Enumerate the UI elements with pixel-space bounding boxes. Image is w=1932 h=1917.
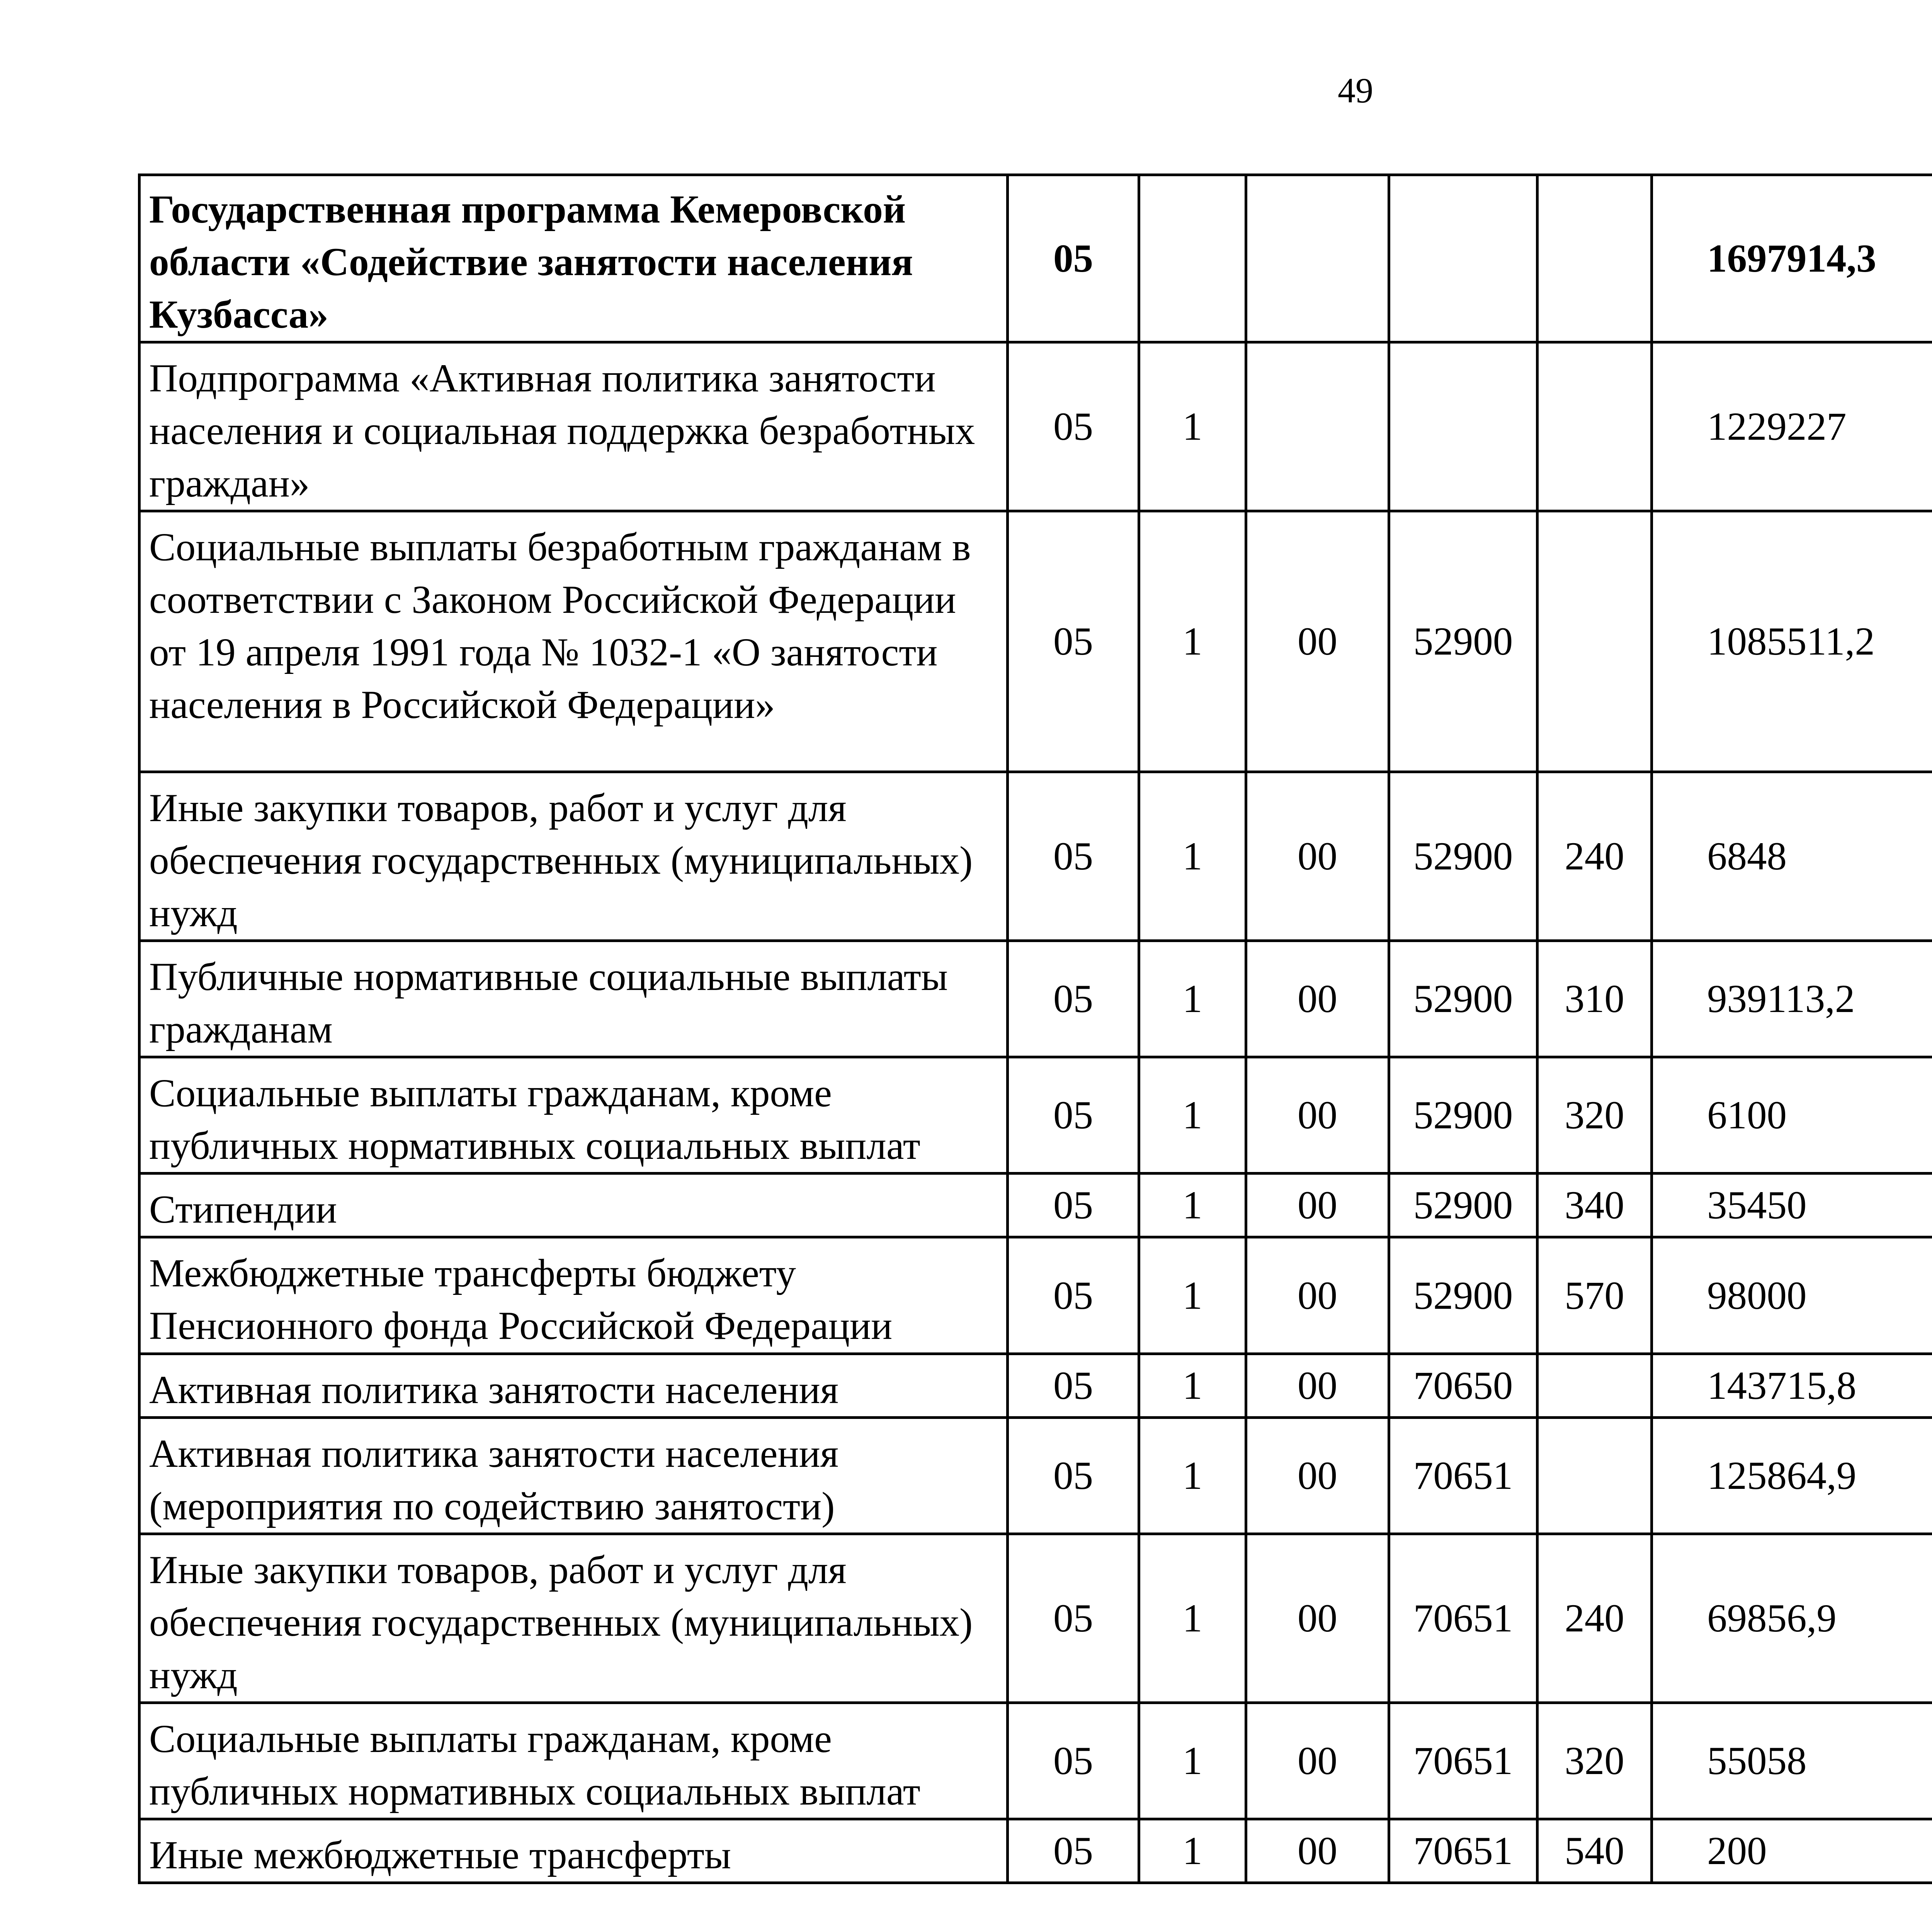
program-code-cell: 05 <box>1008 941 1139 1057</box>
program-code-cell: 05 <box>1008 1534 1139 1703</box>
amount-year1-cell: 939113,2 <box>1652 941 1932 1057</box>
subprogram-code-cell: 1 <box>1139 1418 1246 1534</box>
expense-direction-cell <box>1389 342 1537 511</box>
expense-type-cell <box>1537 1354 1652 1418</box>
amount-year1-cell: 6100 <box>1652 1057 1932 1174</box>
row-name-cell: Подпрограмма «Активная политика занятости населения и социальная поддержка безработных граждан» <box>139 342 1008 511</box>
program-code-cell: 05 <box>1008 1703 1139 1819</box>
subprogram-code-cell: 1 <box>1139 1237 1246 1354</box>
expense-type-cell: 310 <box>1537 941 1652 1057</box>
main-event-code-cell: 00 <box>1246 511 1389 772</box>
expense-direction-cell: 52900 <box>1389 511 1537 772</box>
program-code-cell: 05 <box>1008 1418 1139 1534</box>
expense-type-cell <box>1537 511 1652 772</box>
budget-table <box>138 173 1932 1884</box>
subprogram-code-cell: 1 <box>1139 511 1246 772</box>
table-row <box>139 1534 1932 1703</box>
expense-direction-cell: 70650 <box>1389 1354 1537 1418</box>
subprogram-code-cell: 1 <box>1139 1057 1246 1174</box>
expense-direction-cell: 52900 <box>1389 1237 1537 1354</box>
expense-type-cell: 240 <box>1537 772 1652 941</box>
expense-direction-cell: 52900 <box>1389 941 1537 1057</box>
program-code-cell: 05 <box>1008 1354 1139 1418</box>
main-event-code-cell <box>1246 175 1389 342</box>
row-name-cell: Активная политика занятости населения (мероприятия по содействию занятости) <box>139 1418 1008 1534</box>
expense-direction-cell: 52900 <box>1389 772 1537 941</box>
main-event-code-cell: 00 <box>1246 1354 1389 1418</box>
main-event-code-cell: 00 <box>1246 1534 1389 1703</box>
expense-type-cell: 320 <box>1537 1057 1652 1174</box>
page-number: 49 <box>1338 71 1373 110</box>
expense-type-cell <box>1537 342 1652 511</box>
subprogram-code-cell: 1 <box>1139 1703 1246 1819</box>
amount-year1-cell: 1085511,2 <box>1652 511 1932 772</box>
amount-year1-cell: 1229227 <box>1652 342 1932 511</box>
program-code-cell: 05 <box>1008 1057 1139 1174</box>
table-row <box>139 175 1932 342</box>
table-row <box>139 1057 1932 1174</box>
subprogram-code-cell: 1 <box>1139 1354 1246 1418</box>
table-row <box>139 342 1932 511</box>
expense-direction-cell: 52900 <box>1389 1057 1537 1174</box>
table-row <box>139 1237 1932 1354</box>
table-row <box>139 1174 1932 1237</box>
main-event-code-cell: 00 <box>1246 1418 1389 1534</box>
subprogram-code-cell: 1 <box>1139 342 1246 511</box>
row-name-cell: Публичные нормативные социальные выплаты гражданам <box>139 941 1008 1057</box>
subprogram-code-cell: 1 <box>1139 772 1246 941</box>
program-code-cell: 05 <box>1008 342 1139 511</box>
main-event-code-cell: 00 <box>1246 1819 1389 1883</box>
program-code-cell: 05 <box>1008 511 1139 772</box>
row-name-cell: Межбюджетные трансферты бюджету Пенсионного фонда Российской Федерации <box>139 1237 1008 1354</box>
subprogram-code-cell: 1 <box>1139 1174 1246 1237</box>
subprogram-code-cell: 1 <box>1139 1534 1246 1703</box>
program-code-cell: 05 <box>1008 1819 1139 1883</box>
amount-year1-cell: 143715,8 <box>1652 1354 1932 1418</box>
table-row <box>139 772 1932 941</box>
expense-type-cell: 340 <box>1537 1174 1652 1237</box>
expense-direction-cell: 70651 <box>1389 1703 1537 1819</box>
program-code-cell: 05 <box>1008 772 1139 941</box>
expense-type-cell <box>1537 175 1652 342</box>
expense-type-cell: 570 <box>1537 1237 1652 1354</box>
subprogram-code-cell <box>1139 175 1246 342</box>
expense-type-cell: 540 <box>1537 1819 1652 1883</box>
main-event-code-cell: 00 <box>1246 1057 1389 1174</box>
main-event-code-cell: 00 <box>1246 941 1389 1057</box>
amount-year1-cell: 69856,9 <box>1652 1534 1932 1703</box>
program-code-cell: 05 <box>1008 1237 1139 1354</box>
table-row <box>139 1354 1932 1418</box>
expense-type-cell: 320 <box>1537 1703 1652 1819</box>
expense-direction-cell <box>1389 175 1537 342</box>
row-name-cell: Стипендии <box>139 1174 1008 1237</box>
main-event-code-cell <box>1246 342 1389 511</box>
amount-year1-cell: 35450 <box>1652 1174 1932 1237</box>
amount-year1-cell: 98000 <box>1652 1237 1932 1354</box>
row-name-cell: Активная политика занятости населения <box>139 1354 1008 1418</box>
table-row <box>139 941 1932 1057</box>
expense-direction-cell: 52900 <box>1389 1174 1537 1237</box>
main-event-code-cell: 00 <box>1246 1237 1389 1354</box>
expense-type-cell <box>1537 1418 1652 1534</box>
row-name-cell: Социальные выплаты безработным гражданам в соответствии с Законом Российской Федерации от 19 апреля 1991 года № 1032-1 «О занятости населения в Российской Федерации» <box>139 511 1008 772</box>
program-code-cell: 05 <box>1008 175 1139 342</box>
table-row <box>139 1819 1932 1883</box>
amount-year1-cell: 125864,9 <box>1652 1418 1932 1534</box>
expense-direction-cell: 70651 <box>1389 1819 1537 1883</box>
main-event-code-cell: 00 <box>1246 1703 1389 1819</box>
row-name-cell: Иные закупки товаров, работ и услуг для обеспечения государственных (муниципальных) нужд <box>139 1534 1008 1703</box>
expense-direction-cell: 70651 <box>1389 1418 1537 1534</box>
row-name-cell: Социальные выплаты гражданам, кроме публичных нормативных социальных выплат <box>139 1057 1008 1174</box>
expense-direction-cell: 70651 <box>1389 1534 1537 1703</box>
program-code-cell: 05 <box>1008 1174 1139 1237</box>
row-name-cell: Иные межбюджетные трансферты <box>139 1819 1008 1883</box>
expense-type-cell: 240 <box>1537 1534 1652 1703</box>
table-row <box>139 1703 1932 1819</box>
amount-year1-cell: 55058 <box>1652 1703 1932 1819</box>
row-name-cell: Социальные выплаты гражданам, кроме публичных нормативных социальных выплат <box>139 1703 1008 1819</box>
main-event-code-cell: 00 <box>1246 772 1389 941</box>
amount-year1-cell: 1697914,3 <box>1652 175 1932 342</box>
table-row <box>139 511 1932 772</box>
row-name-cell: Иные закупки товаров, работ и услуг для обеспечения государственных (муниципальных) нужд <box>139 772 1008 941</box>
subprogram-code-cell: 1 <box>1139 1819 1246 1883</box>
main-event-code-cell: 00 <box>1246 1174 1389 1237</box>
row-name-cell: Государственная программа Кемеровской области «Содействие занятости населения Кузбасса» <box>139 175 1008 342</box>
amount-year1-cell: 200 <box>1652 1819 1932 1883</box>
table-row <box>139 1418 1932 1534</box>
amount-year1-cell: 6848 <box>1652 772 1932 941</box>
subprogram-code-cell: 1 <box>1139 941 1246 1057</box>
